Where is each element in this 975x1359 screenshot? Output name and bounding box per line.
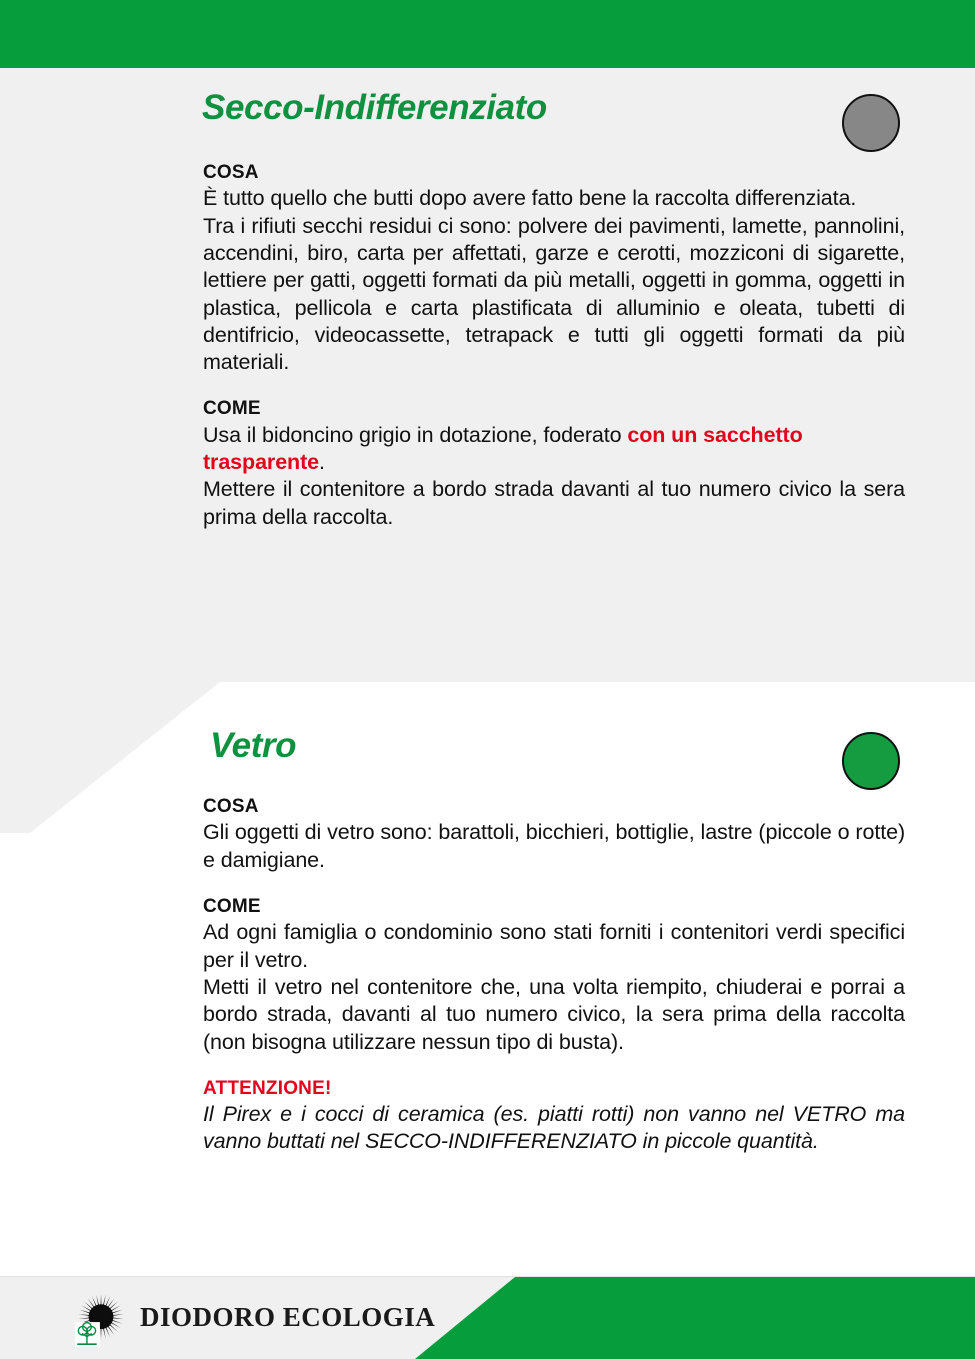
header-green-band — [0, 0, 975, 68]
label-come-secco: COME — [203, 398, 261, 420]
paragraph-secco-come-suffix: . — [319, 450, 325, 475]
paragraph-secco-come-prefix: Usa il bidoncino grigio in dotazione, foderato — [203, 422, 628, 447]
paragraph-vetro-come-1: Ad ogni famiglia o condominio sono stati forniti i contenitori verdi specifici per il vetro. — [203, 920, 905, 972]
paragraph-vetro-cosa-1: Gli oggetti di vetro sono: barattoli, bicchieri, bottiglie, lastre (piccole o rotte) e damigiane. — [203, 820, 905, 872]
diodoro-ecologia-logo — [74, 1294, 128, 1348]
section-body-vetro — [203, 796, 905, 1155]
label-cosa-secco: COSA — [203, 162, 259, 183]
paragraph-secco-cosa-1: È tutto quello che butti dopo avere fatto bene la raccolta differenziata. — [203, 186, 857, 211]
paragraph-secco-come-highlight: con un sacchetto trasparente — [203, 422, 803, 475]
paragraph-attenzione: Il Pirex e i cocci di ceramica (es. piatti rotti) non vanno nel VETRO ma vanno buttati nel SECCO-INDIFFERENZIATO in piccole quantità. — [203, 1101, 905, 1154]
label-attenzione: ATTENZIONE! — [203, 1077, 332, 1099]
paragraph-vetro-come-2: Metti il vetro nel contenitore che, una volta riempito, chiuderai e porrai a bordo strada, davanti al tuo numero civico, la sera prima della raccolta (non bisogna utilizzare nessun tipo di busta). — [203, 975, 905, 1054]
label-cosa-vetro: COSA — [203, 796, 259, 817]
block-spacer — [203, 1056, 905, 1078]
paragraph-secco-come-2: Mettere il contenitore a bordo strada davanti al tuo numero civico la sera prima della raccolta. — [203, 477, 905, 529]
footer-green-wedge — [415, 1277, 975, 1359]
section-title-secco: Secco-Indifferenziato — [202, 88, 547, 127]
block-spacer — [203, 376, 905, 398]
section-body-secco — [203, 162, 905, 531]
paragraph-secco-cosa-2: Tra i rifiuti secchi residui ci sono: polvere dei pavimenti, lamette, pannolini, accendini, biro, carta per affettati, garze e cerotti, mozziconi di sigarette, lettiere per gatti, oggetti formati da più metalli, oggetti in gomma, oggetti in plastica, pellicola e carta plastificata di alluminio e oleata, tubetti di dentifricio, videocassette, tetrapack e tutti gli oggetti formati da più materiali. — [203, 213, 905, 375]
green-bin-dot-icon — [842, 732, 900, 790]
section-title-vetro: Vetro — [210, 726, 297, 765]
paragraph-secco-come-rich — [203, 422, 905, 477]
gray-bin-dot-icon — [842, 94, 900, 152]
block-spacer — [203, 874, 905, 896]
footer-company-name: DIODORO ECOLOGIA — [140, 1302, 436, 1332]
label-come-vetro: COME — [203, 896, 261, 917]
